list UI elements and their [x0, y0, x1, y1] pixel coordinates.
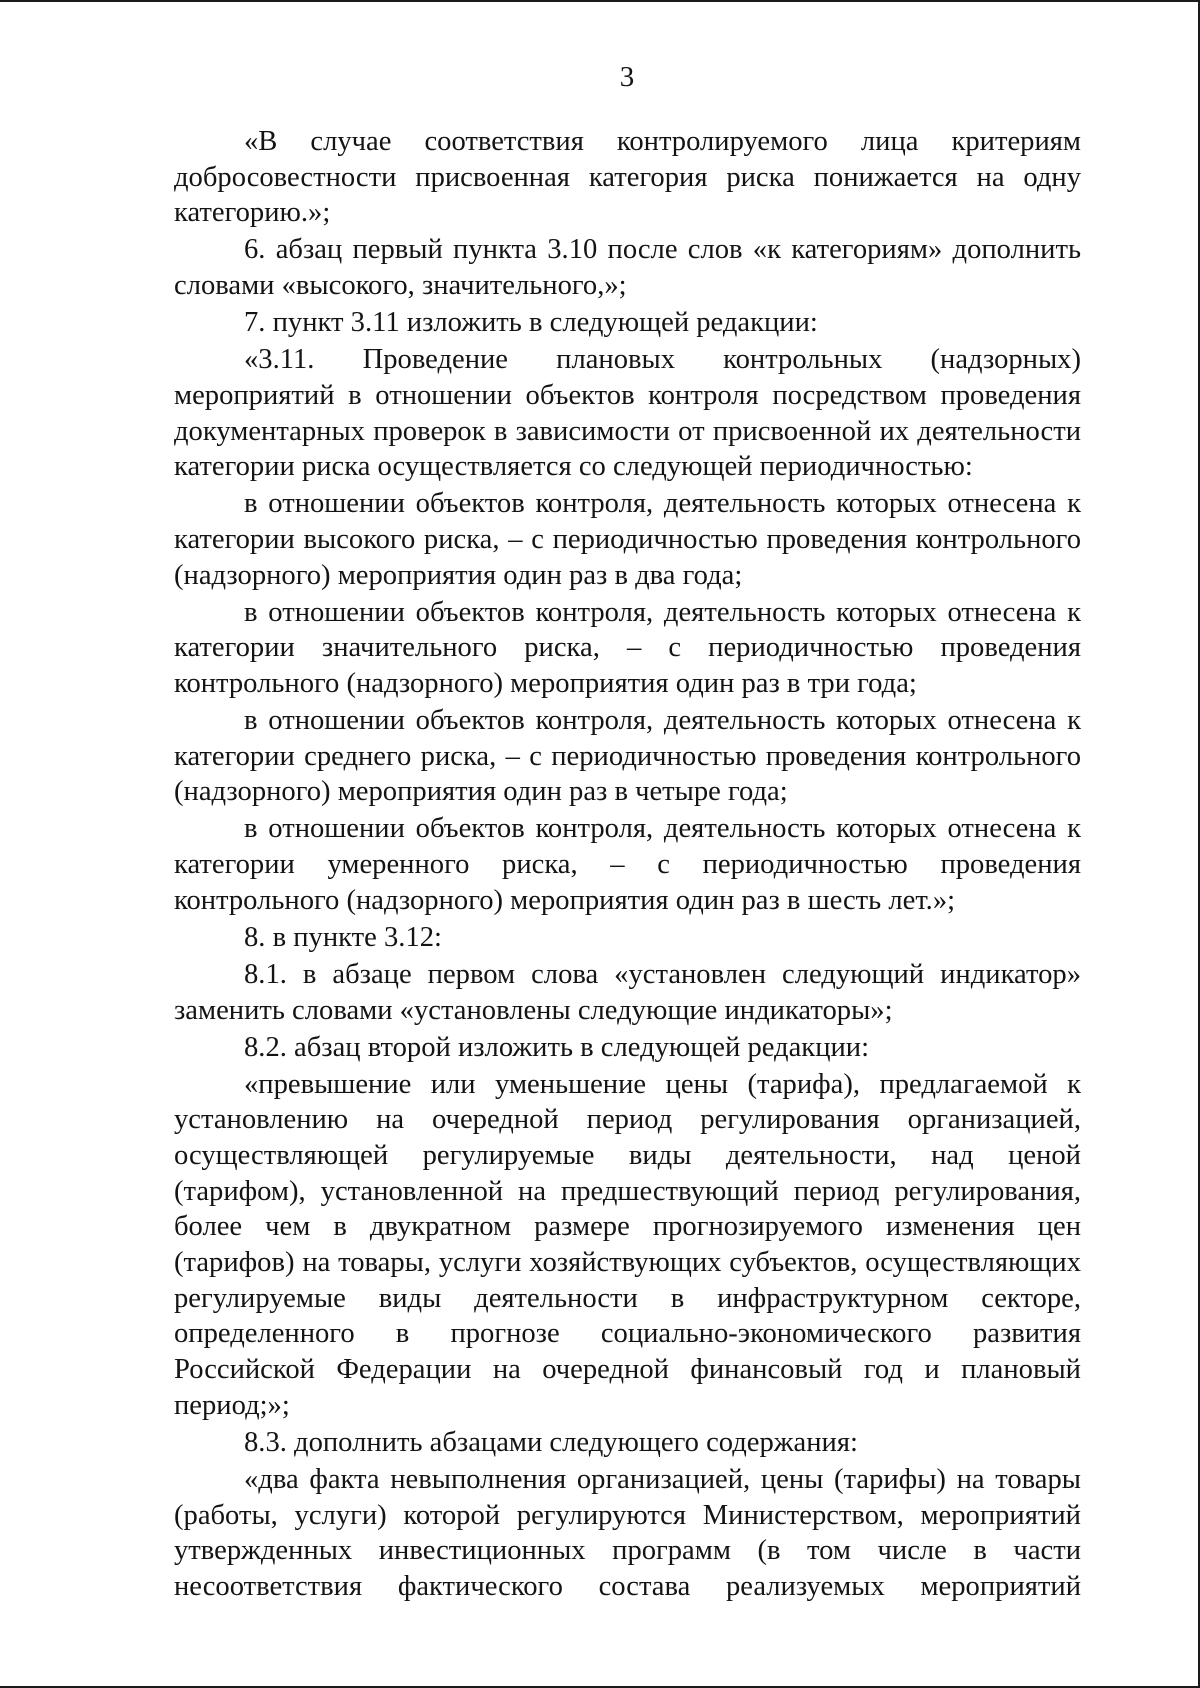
paragraph: «превышение или уменьшение цены (тарифа), предлагаемой к установлению на очередной период регулирования организацией, осуществляющей регулируемые виды деятельности, над ценой (тарифом), установленной на предшествующий период регулирования, более чем в двукратном размере прогнозируемого изменения цен (тарифов) на товары, услуги хозяйствующих субъектов, осуществляющих регулируемые виды деятельности в инфраструктурном секторе, определенного в прогнозе социально-экономического развития Российской Федерации на очередной финансовый год и плановый период;»; [174, 1068, 1081, 1421]
paragraph: «В случае соответствия контролируемого лица критериям добросовестности присвоенная категория риска понижается на одну категорию.»; [174, 126, 1081, 229]
paragraph: 8.3. дополнить абзацами следующего содержания: [244, 1426, 858, 1458]
paragraph: 7. пункт 3.11 изложить в следующей редакции: [244, 307, 818, 339]
paragraph: 8.2. абзац второй изложить в следующей редакции: [244, 1031, 870, 1063]
paragraph: «два факта невыполнения организацией, цены (тарифы) на товары (работы, услуги) которой регулируются Министерством, мероприятий утвержденных инвестиционных программ (в том числе в части несоответствия фактического состава реализуемых мероприятий [174, 1463, 1081, 1602]
paragraph: «3.11. Проведение плановых контрольных (надзорных) мероприятий в отношении объектов контроля посредством проведения документарных проверок в зависимости от присвоенной их деятельности категории риска осуществляется со следующей периодичностью: [174, 344, 1081, 483]
paragraph: в отношении объектов контроля, деятельность которых отнесена к категории умеренного риска, – с периодичностью проведения контрольного (надзорного) мероприятия один раз в шесть лет.»; [174, 813, 1081, 916]
paragraph: в отношении объектов контроля, деятельность которых отнесена к категории среднего риска, – с периодичностью проведения контрольного (надзорного) мероприятия один раз в четыре года; [174, 705, 1081, 808]
paragraph: 8.1. в абзаце первом слова «установлен следующий индикатор» заменить словами «установлены следующие индикаторы»; [174, 958, 1081, 1026]
paragraph: в отношении объектов контроля, деятельность которых отнесена к категории значительного риска, – с периодичностью проведения контрольного (надзорного) мероприятия один раз в три года; [174, 596, 1081, 700]
page-number: 3 [619, 61, 635, 93]
paragraph: 6. абзац первый пункта 3.10 после слов «к категориям» дополнить словами «высокого, значительного,»; [174, 234, 1081, 302]
paragraph: в отношении объектов контроля, деятельность которых отнесена к категории высокого риска, – с периодичностью проведения контрольного (надзорного) мероприятия один раз в два года; [174, 488, 1081, 591]
document-body [174, 124, 1081, 1605]
paragraph: 8. в пункте 3.12: [244, 921, 442, 953]
